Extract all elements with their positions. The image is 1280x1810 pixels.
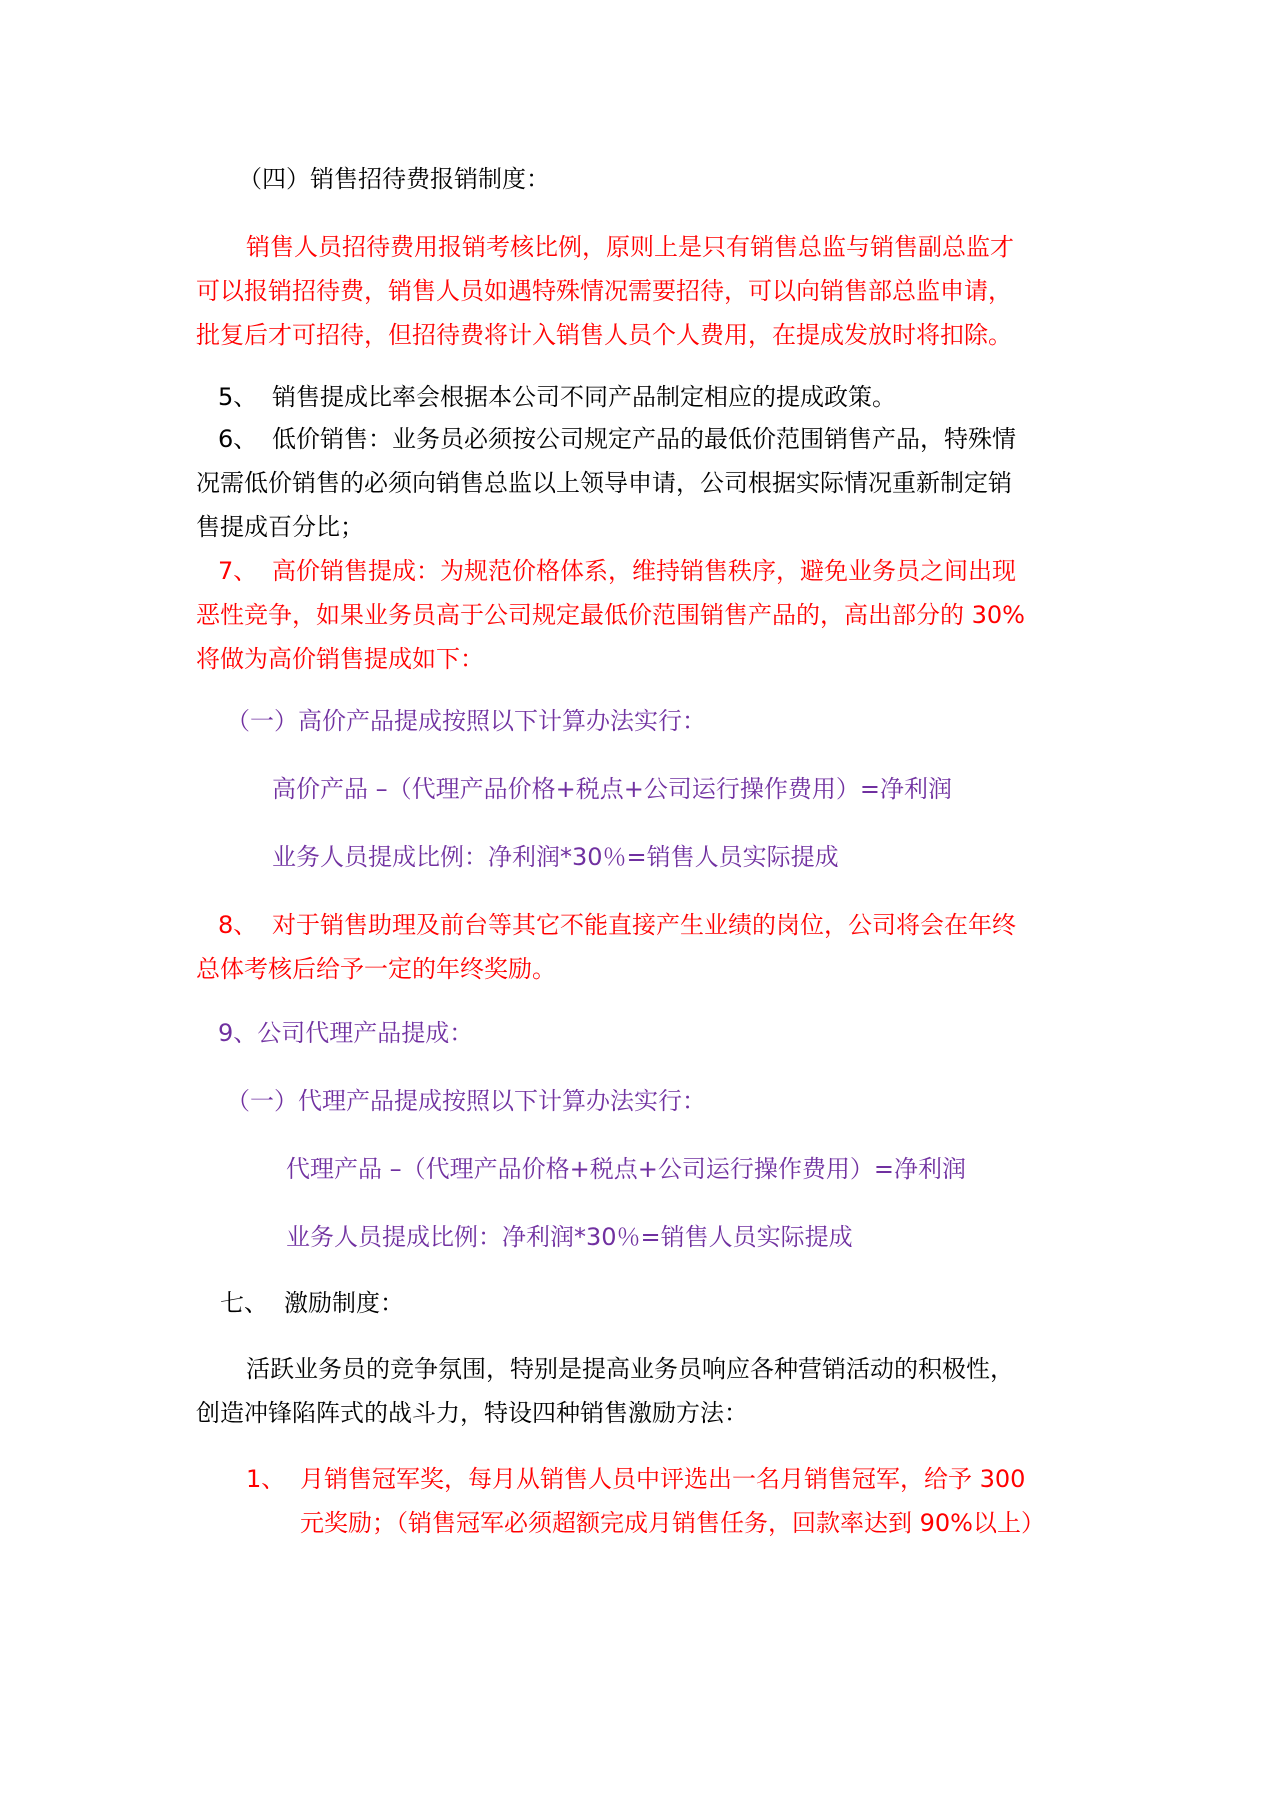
agency-formula-2: 业务人员提成比例：净利润*30％=销售人员实际提成 <box>286 1223 853 1251</box>
award-1-line-1: 月销售冠军奖，每月从销售人员中评选出一名月销售冠军，给予 300 <box>300 1465 1026 1493</box>
section-7-number: 七、 <box>220 1289 268 1317</box>
item-6-number: 6、 <box>218 425 258 453</box>
incentive-intro-line-2: 创造冲锋陷阵式的战斗力，特设四种销售激励方法： <box>196 1399 748 1427</box>
section-heading-4: （四）销售招待费报销制度： <box>238 165 550 193</box>
item-7-line-2: 恶性竞争，如果业务员高于公司规定最低价范围销售产品的，高出部分的 30% <box>196 601 1025 629</box>
agency-formula-1: 代理产品 –（代理产品价格+税点+公司运行操作费用）=净利润 <box>286 1155 966 1183</box>
award-1-line-2: 元奖励；（销售冠军必须超额完成月销售任务，回款率达到 90%以上） <box>300 1509 1045 1537</box>
high-price-formula-2: 业务人员提成比例：净利润*30％=销售人员实际提成 <box>272 843 839 871</box>
item-8-number: 8、 <box>218 911 258 939</box>
entertainment-para-line-2: 可以报销招待费，销售人员如遇特殊情况需要招待，可以向销售部总监申请， <box>196 277 1012 305</box>
entertainment-para-line-3: 批复后才可招待，但招待费将计入销售人员个人费用，在提成发放时将扣除。 <box>196 321 1012 349</box>
item-6-line-2: 况需低价销售的必须向销售总监以上领导申请，公司根据实际情况重新制定销 <box>196 469 1012 497</box>
item-9-heading: 9、公司代理产品提成： <box>218 1019 474 1047</box>
item-5-text: 销售提成比率会根据本公司不同产品制定相应的提成政策。 <box>272 383 896 411</box>
section-7-title: 激励制度： <box>284 1289 404 1317</box>
item-6-line-1: 低价销售：业务员必须按公司规定产品的最低价范围销售产品，特殊情 <box>272 425 1016 453</box>
entertainment-para-line-1: 销售人员招待费用报销考核比例，原则上是只有销售总监与销售副总监才 <box>246 233 1014 261</box>
item-6-line-3: 售提成百分比； <box>196 513 364 541</box>
item-8-line-1: 对于销售助理及前台等其它不能直接产生业绩的岗位，公司将会在年终 <box>272 911 1016 939</box>
incentive-intro-line-1: 活跃业务员的竞争氛围，特别是提高业务员响应各种营销活动的积极性， <box>246 1355 1014 1383</box>
item-8-line-2: 总体考核后给予一定的年终奖励。 <box>196 955 556 983</box>
item-5-number: 5、 <box>218 383 258 411</box>
item-7-line-3: 将做为高价销售提成如下： <box>196 645 484 673</box>
high-price-formula-1: 高价产品 –（代理产品价格+税点+公司运行操作费用）=净利润 <box>272 775 952 803</box>
high-price-heading: （一）高价产品提成按照以下计算办法实行： <box>226 707 706 735</box>
item-7-line-1: 高价销售提成：为规范价格体系，维持销售秩序，避免业务员之间出现 <box>272 557 1016 585</box>
agency-heading: （一）代理产品提成按照以下计算办法实行： <box>226 1087 706 1115</box>
item-7-number: 7、 <box>218 557 258 585</box>
award-1-number: 1、 <box>246 1465 286 1493</box>
